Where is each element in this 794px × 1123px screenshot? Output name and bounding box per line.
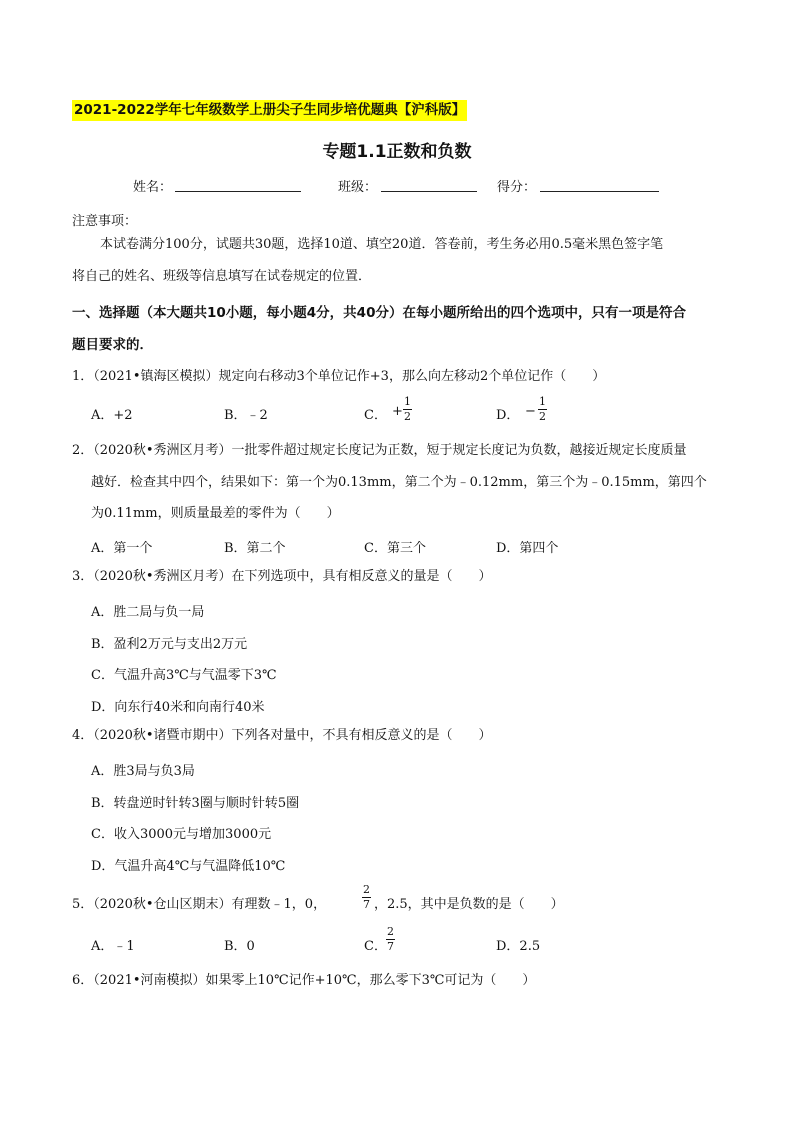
question-4-stem: 4．（2020秋•诸暨市期中）下列各对量中，不具有相反意义的是（ ） xyxy=(72,728,492,743)
question-6-stem: 6．（2021•河南模拟）如果零上10℃记作+10℃，那么零下3℃可记为（ ） xyxy=(72,973,536,988)
option-d-fraction xyxy=(538,396,547,423)
name-label: 姓名： xyxy=(133,180,173,195)
option-d[interactable]: D．气温升高4℃与气温降低10℃ xyxy=(91,859,286,874)
class-field[interactable] xyxy=(381,191,477,192)
section-heading-line-2: 题目要求的． xyxy=(72,337,153,353)
header-banner: 2021-2022学年七年级数学上册尖子生同步培优题典【沪科版】 xyxy=(72,100,467,121)
score-field[interactable] xyxy=(540,191,659,192)
fraction-denominator: 2 xyxy=(404,410,411,423)
fraction-numerator: 2 xyxy=(387,925,394,938)
option-a[interactable]: A．胜3局与负3局 xyxy=(91,764,195,779)
question-3-stem: 3．（2020秋•秀洲区月考）在下列选项中，具有相反意义的量是（ ） xyxy=(72,569,492,584)
option-a[interactable]: A．第一个 xyxy=(91,541,153,556)
fraction-denominator: 7 xyxy=(387,940,394,953)
option-c[interactable]: C． xyxy=(364,408,387,423)
option-a[interactable]: A．﹣1 xyxy=(91,939,135,954)
question-2-line-1: 2．（2020秋•秀洲区月考）一批零件超过规定长度记为正数，短于规定长度记为负数，越接近规定长度质量 xyxy=(72,443,687,458)
option-d[interactable]: D．向东行40米和向南行40米 xyxy=(91,700,265,715)
option-c[interactable]: C． xyxy=(364,939,387,954)
option-d[interactable]: D．2.5 xyxy=(496,939,541,954)
option-c-fraction xyxy=(386,926,395,953)
option-b[interactable]: B．转盘逆时针转3圈与顺时针转5圈 xyxy=(91,796,300,811)
notice-line-1: 本试卷满分100分，试题共30题，选择10道、填空20道．答卷前，考生务必用0.5毫米黑色签字笔 xyxy=(100,237,664,252)
option-c[interactable]: C．收入3000元与增加3000元 xyxy=(91,827,272,842)
notice-line-2: 将自己的姓名、班级等信息填写在试卷规定的位置． xyxy=(72,269,372,284)
option-b[interactable]: B．0 xyxy=(224,939,255,954)
section-heading-line-1: 一、选择题（本大题共10小题，每小题4分，共40分）在每小题所给出的四个选项中，只有一项是符合 xyxy=(72,305,686,321)
option-a[interactable]: A．胜二局与负一局 xyxy=(91,605,205,620)
option-c-fraction xyxy=(403,396,412,423)
option-b[interactable]: B．﹣2 xyxy=(224,408,268,423)
question-1-stem: 1．（2021•镇海区模拟）规定向右移动3个单位记作+3，那么向左移动2个单位记作（ ） xyxy=(72,369,606,384)
option-d-sign: − xyxy=(525,404,536,419)
option-d[interactable]: D． xyxy=(496,408,520,423)
question-5-stem-start: 5．（2020秋•仓山区期末）有理数﹣1，0， xyxy=(72,897,327,912)
question-2-line-3: 为0.11mm，则质量最差的零件为（ ） xyxy=(91,506,340,521)
fraction-numerator: 1 xyxy=(404,395,411,408)
fraction-numerator: 1 xyxy=(539,395,546,408)
score-label: 得分： xyxy=(497,180,537,195)
page-title: 专题1.1正数和负数 xyxy=(322,142,472,162)
question-2-line-2: 越好．检查其中四个，结果如下：第一个为0.13mm，第二个为﹣0.12mm，第三个为﹣0.15mm，第四个 xyxy=(91,475,707,490)
fraction-denominator: 7 xyxy=(363,898,370,911)
option-c[interactable]: C．气温升高3℃与气温零下3℃ xyxy=(91,668,277,683)
notice-heading: 注意事项： xyxy=(72,214,138,229)
question-5-fraction xyxy=(362,884,371,911)
option-c-sign: + xyxy=(392,404,403,419)
fraction-denominator: 2 xyxy=(539,410,546,423)
question-5-stem-end: ，2.5，其中是负数的是（ ） xyxy=(374,897,564,912)
class-label: 班级： xyxy=(338,180,378,195)
fraction-numerator: 2 xyxy=(363,883,370,896)
name-field[interactable] xyxy=(175,191,301,192)
option-c[interactable]: C．第三个 xyxy=(364,541,426,556)
option-a[interactable]: A．+2 xyxy=(91,408,133,423)
option-b[interactable]: B．第二个 xyxy=(224,541,286,556)
option-d[interactable]: D．第四个 xyxy=(496,541,559,556)
option-b[interactable]: B．盈利2万元与支出2万元 xyxy=(91,637,248,652)
